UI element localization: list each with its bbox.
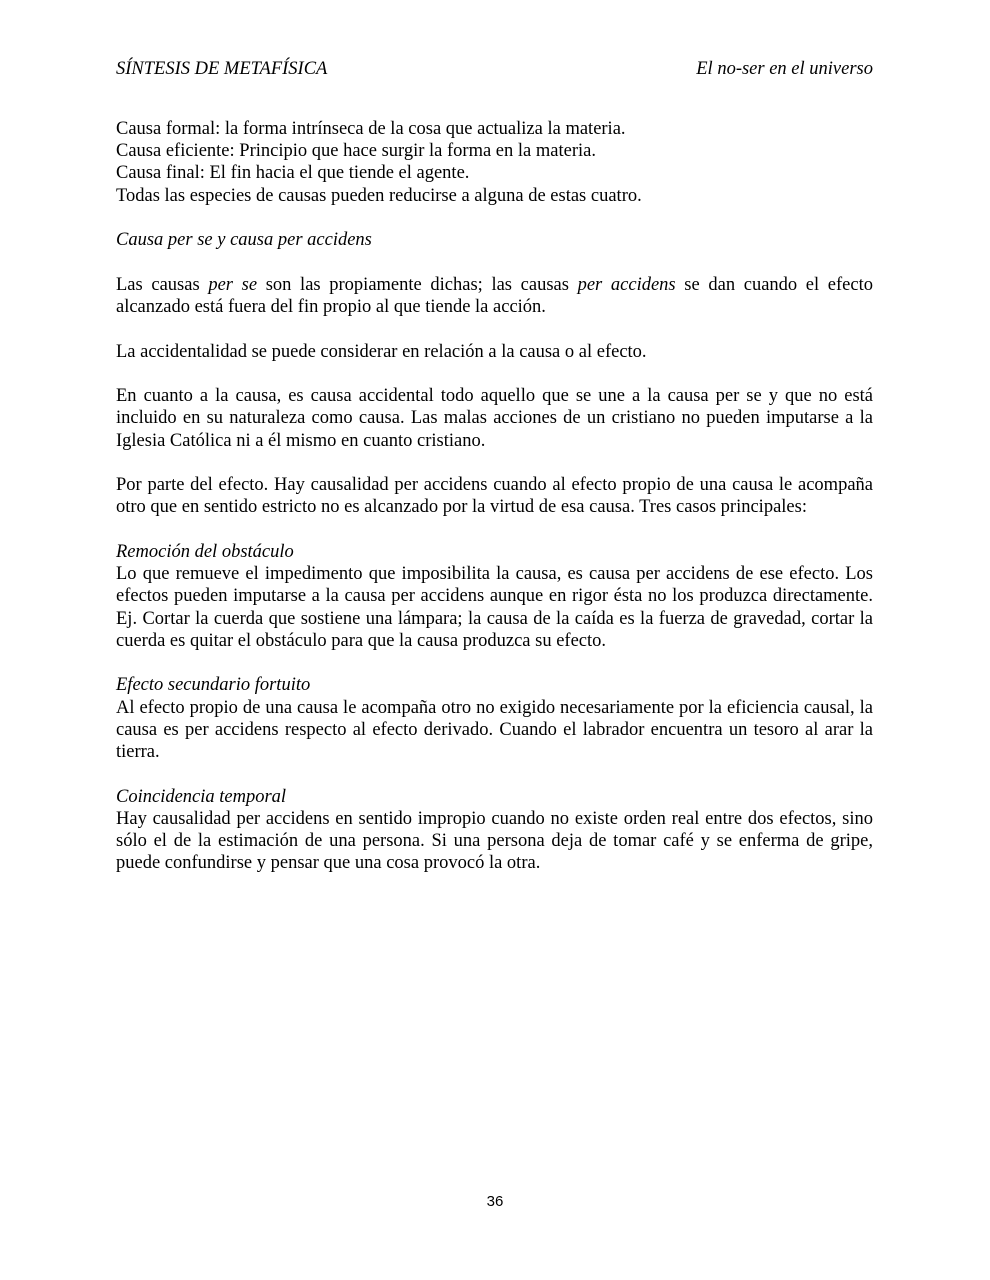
case-heading-remocion: Remoción del obstáculo: [116, 541, 294, 562]
paragraph-accidentalidad: La accidentalidad se puede considerar en relación a la causa o al efecto.: [116, 341, 647, 362]
term-per-accidens: per accidens: [577, 274, 676, 295]
case-heading-coincidencia: Coincidencia temporal: [116, 786, 287, 807]
page-body: [116, 118, 873, 874]
case-text-remocion: Lo que remueve el impedimento que imposibilita la causa, es causa per accidens de ese efecto. Los efectos pueden imputarse a la causa per accidens aunque en rigor ésta no los produzca directamente. Ej. Cortar la cuerda que sostiene una lámpara; la causa de la caída es la fuerza de gravedad, cortar la cuerda es quitar el obstáculo para que la causa produzca su efecto.: [116, 564, 873, 651]
term-per-se: per se: [208, 274, 258, 295]
cause-line-summary: Todas las especies de causas pueden reducirse a alguna de estas cuatro.: [116, 185, 642, 206]
page-number: 36: [486, 1193, 504, 1210]
section-heading: Causa per se y causa per accidens: [116, 230, 372, 251]
case-heading-efecto-secundario: Efecto secundario fortuito: [116, 675, 311, 696]
cause-line-formal: Causa formal: la forma intrínseca de la cosa que actualiza la materia.: [116, 119, 626, 139]
cause-line-final: Causa final: El fin hacia el que tiende el agente.: [116, 163, 470, 184]
case-text-coincidencia: Hay causalidad per accidens en sentido impropio cuando no existe orden real entre dos efectos, sino sólo el de la estimación de una persona. Si una persona deja de tomar café y se enferma de gripe, puede confundirse y pensar que una cosa provocó la otra.: [116, 808, 873, 874]
header-book-title: SÍNTESIS DE METAFÍSICA: [116, 59, 328, 79]
paragraph-per-se: Las causas per se son las propiamente dichas; las causas per accidens se dan cuando el efecto alcanzado está fuera del fin propio al que tiende la acción.: [116, 274, 873, 317]
paragraph-causa: En cuanto a la causa, es causa accidental todo aquello que se une a la causa per se y que no está incluido en su naturaleza como causa. Las malas acciones de un cristiano no pueden imputarse a la Iglesia Católica ni a él mismo en cuanto cristiano.: [116, 386, 873, 451]
header-chapter-title: El no-ser en el universo: [696, 59, 873, 79]
case-text-efecto-secundario: Al efecto propio de una causa le acompaña otro no exigido necesariamente por la eficiencia causal, la causa es per accidens respecto al efecto derivado. Cuando el labrador encuentra un tesoro al arar la tierra.: [116, 697, 873, 762]
cause-line-eficiente: Causa eficiente: Principio que hace surgir la forma en la materia.: [116, 141, 596, 162]
paragraph-efecto: Por parte del efecto. Hay causalidad per accidens cuando al efecto propio de una causa le acompaña otro que en sentido estricto no es alcanzado por la virtud de esa causa. Tres casos principales:: [116, 475, 873, 518]
